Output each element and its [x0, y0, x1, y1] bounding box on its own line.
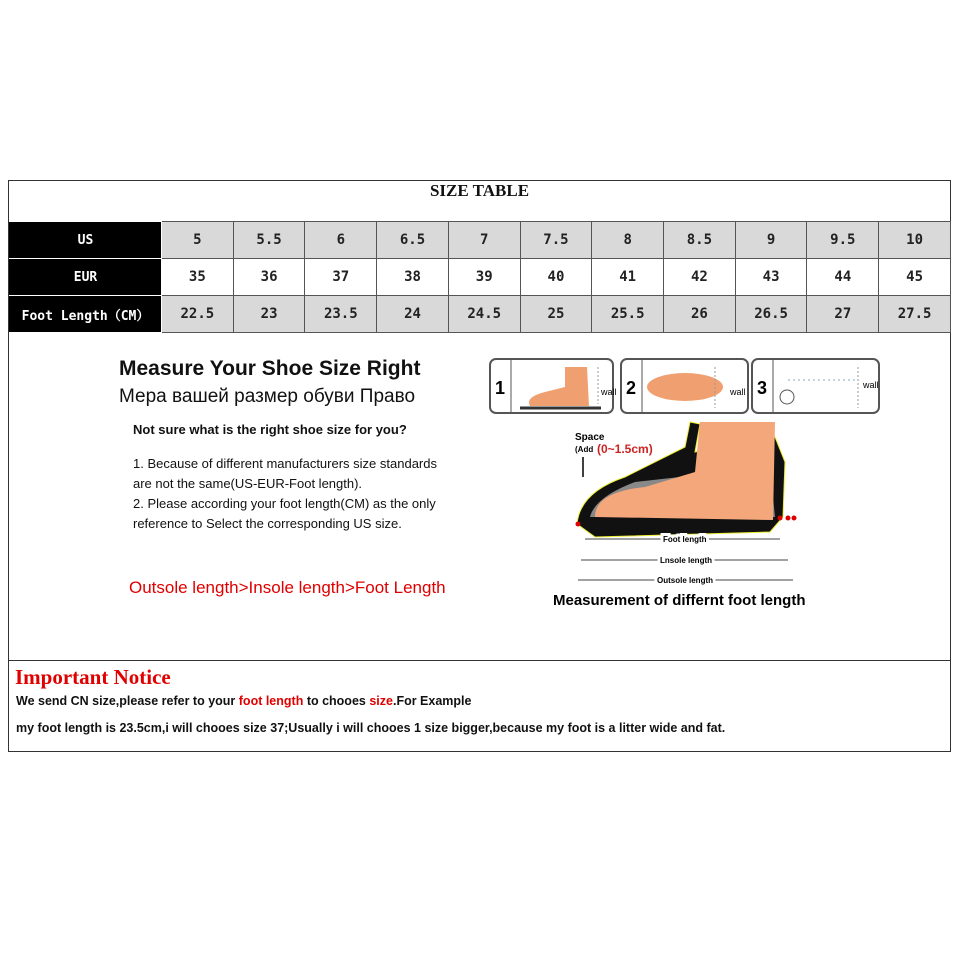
notice-title: Important Notice: [15, 665, 171, 689]
size-row: [10, 259, 951, 296]
size-cell: 45: [879, 259, 951, 296]
measure-question: Not sure what is the right shoe size for you?: [133, 422, 407, 437]
add-label: (Add: [575, 445, 594, 454]
size-cell: 42: [664, 259, 736, 296]
size-cell: 37: [305, 259, 377, 296]
size-cell: 26.5: [735, 296, 807, 333]
wall-label: wall: [601, 387, 617, 397]
size-cell: 25: [520, 296, 592, 333]
illustration-caption: Measurement of differnt foot length: [553, 592, 806, 609]
step-1: 1: [495, 378, 506, 398]
step-2: 2: [626, 378, 637, 398]
wall-label: wall: [730, 387, 746, 397]
size-cell: 9.5: [807, 222, 879, 259]
notice-line-2: my foot length is 23.5cm,i will chooes size 37;Usually i will chooes 1 size bigger,because my foot is a litter wide and fat.: [16, 721, 726, 735]
size-cell: 24.5: [448, 296, 520, 333]
outsole-length-label: Outsole length: [657, 576, 713, 585]
size-cell: 27.5: [879, 296, 951, 333]
foot-measurement-illustration: [485, 352, 885, 632]
insole-length-label: Lnsole length: [660, 556, 712, 565]
foot-length-label: Foot length: [663, 535, 707, 544]
size-cell: 35: [162, 259, 234, 296]
point-2: 2. Please according your foot length(CM) as the only: [133, 496, 436, 511]
size-chart: [8, 180, 951, 752]
point-2-cont: reference to Select the corresponding US size.: [133, 516, 402, 531]
step-panels: [490, 359, 879, 413]
size-cell: 22.5: [162, 296, 234, 333]
size-cell: 26: [664, 296, 736, 333]
size-cell: 23.5: [305, 296, 377, 333]
row-header: Foot Length（CM）: [10, 296, 162, 333]
size-cell: 23: [233, 296, 305, 333]
point-1: 1. Because of different manufacturers size standards: [133, 456, 437, 471]
size-cell: 36: [233, 259, 305, 296]
size-cell: 6: [305, 222, 377, 259]
size-cell: 40: [520, 259, 592, 296]
size-cell: 9: [735, 222, 807, 259]
measure-heading-ru: Мера вашей размер обуви Право: [119, 386, 416, 407]
size-cell: 5: [162, 222, 234, 259]
size-cell: 6.5: [377, 222, 449, 259]
space-label: Space: [575, 432, 605, 443]
size-cell: 39: [448, 259, 520, 296]
size-cell: 7.5: [520, 222, 592, 259]
size-cell: 41: [592, 259, 664, 296]
row-header: EUR: [10, 259, 162, 296]
wall-label: wall: [863, 380, 879, 390]
space-range: (0~1.5cm): [597, 442, 653, 456]
size-table: [9, 221, 951, 333]
size-cell: 27: [807, 296, 879, 333]
size-cell: 8.5: [664, 222, 736, 259]
size-cell: 43: [735, 259, 807, 296]
measure-guide: [9, 332, 950, 661]
size-cell: 44: [807, 259, 879, 296]
length-rule: Outsole length>Insole length>Foot Length: [129, 578, 446, 597]
size-row: [10, 222, 951, 259]
size-cell: 24: [377, 296, 449, 333]
step-3: 3: [757, 378, 768, 398]
point-1-cont: are not the same(US-EUR-Foot length).: [133, 476, 363, 491]
size-cell: 25.5: [592, 296, 664, 333]
size-cell: 10: [879, 222, 951, 259]
row-header: US: [10, 222, 162, 259]
size-cell: 7: [448, 222, 520, 259]
size-cell: 5.5: [233, 222, 305, 259]
size-cell: 8: [592, 222, 664, 259]
notice-line-1: We send CN size,please refer to your foot length to chooes size.For Example: [16, 694, 472, 708]
size-cell: 38: [377, 259, 449, 296]
size-row: [10, 296, 951, 333]
size-table-title: SIZE TABLE: [429, 181, 530, 200]
measure-heading: Measure Your Shoe Size Right: [119, 357, 421, 380]
